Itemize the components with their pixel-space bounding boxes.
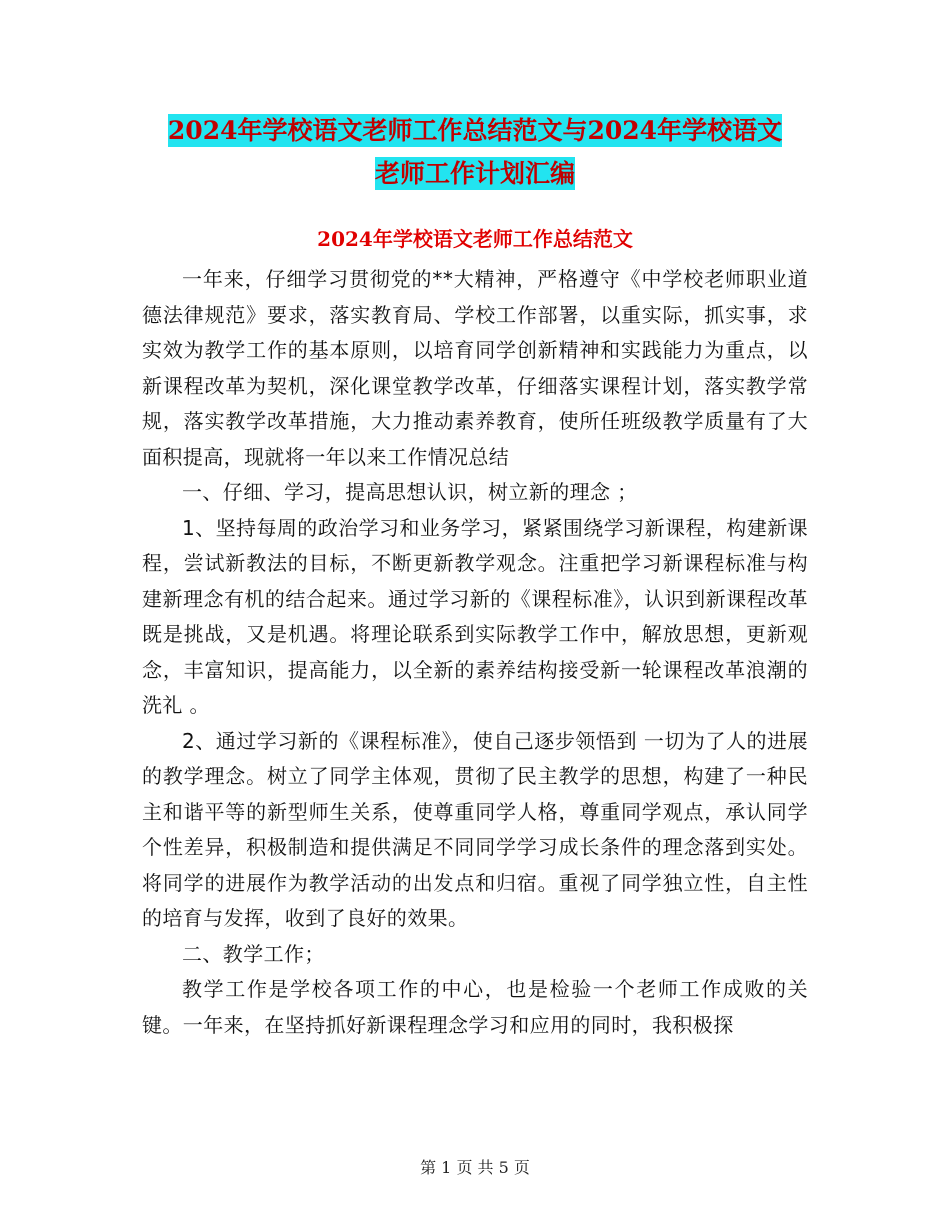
page-footer: 第 1 页 共 5 页 <box>420 1158 530 1177</box>
title-highlight-2: 老师工作计划汇编 <box>374 159 575 188</box>
paragraph-heading-1: 一、仔细、学习，提高思想认识，树立新的理念 ； <box>182 480 638 504</box>
section-title: 2024年学校语文老师工作总结范文 <box>317 227 633 251</box>
body-text <box>142 262 808 1043</box>
title-highlight-1: 2024年学校语文老师工作总结范文与2024年学校语文 <box>167 116 783 145</box>
paragraph-intro: 一年来，仔细学习贯彻党的**大精神，严格遵守《中学校老师职业道德法律规范》要求，落实教育局、学校工作部署，以重实际，抓实事，求实效为教学工作的基本原则，以培育同学创新精神和实践能力为重点，以新课程改革为契机，深化课堂教学改革，仔细落实课程计划，落实教学常规，落实教学改革措施，大力推动素养教育，使所任班级教学质量有了大面积提高，现就将一年以来工作情况总结 <box>142 267 808 469</box>
document-title-line-1 <box>140 113 810 149</box>
paragraph-teaching: 教学工作是学校各项工作的中心，也是检验一个老师工作成败的关键。一年来，在坚持抓好新课程理念学习和应用的同时，我积极探 <box>142 977 808 1037</box>
paragraph-item-2: 2、通过学习新的《课程标准》，使自己逐步领悟到 一切为了人的进展 的教学理念。树立了同学主体观，贯彻了民主教学的思想，构建了一种民主和谐平等的新型师生关系，使尊重同学人格，尊重同学观点，承认同学个性差异，积极制造和提供满足不同同学学习成长条件的理念落到实处。将同学的进展作为教学活动的出发点和归宿。重视了同学独立性，自主性的培育与发挥，收到了良好的效果。 <box>142 728 808 930</box>
document-title-line-2 <box>140 156 810 192</box>
paragraph-item-1: 1、坚持每周的政治学习和业务学习，紧紧围绕学习新课程，构建新课程，尝试新教法的目标，不断更新教学观念。注重把学习新课程标准与构建新理念有机的结合起来。通过学习新的《课程标准》，认识到新课程改革既是挑战，又是机遇。将理论联系到实际教学工作中，解放思想，更新观念，丰富知识，提高能力，以全新的素养结构接受新一轮课程改革浪潮的 洗礼 。 <box>142 515 808 717</box>
paragraph-heading-2: 二、教学工作； <box>182 941 325 966</box>
